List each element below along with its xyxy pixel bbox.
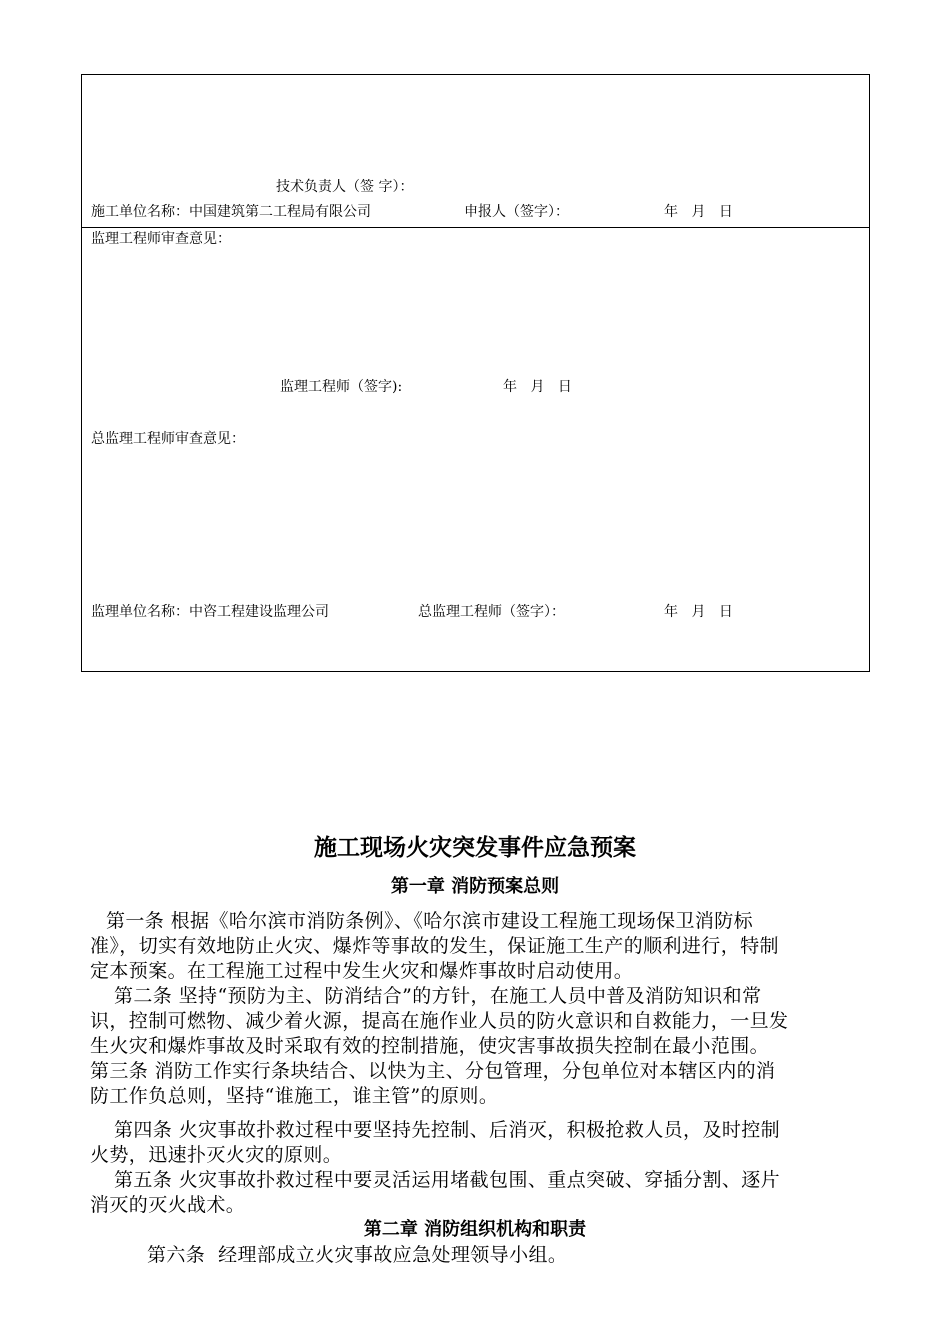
chapter-heading: 第二章 消防组织机构和职责 — [363, 1219, 587, 1240]
article-1-line: 准》，切实有效地防止火灾、爆炸等事故的发生，保证施工生产的顺利进行，特制 — [90, 935, 779, 957]
article-1-line: 第一条 根据《哈尔滨市消防条例》、《哈尔滨市建设工程施工现场保卫消防标 — [106, 910, 754, 932]
article-4-line: 火势，迅速扑灭火灾的原则。 — [90, 1144, 343, 1166]
engineer-review-label: 监理工程师审查意见： — [91, 231, 231, 247]
contractor-name-label: 施工单位名称：中国建筑第二工程局有限公司 — [91, 204, 371, 220]
article-5-line: 第五条 火灾事故扑救过程中要灵活运用堵截包围、重点突破、穿插分割、逐片 — [114, 1169, 781, 1191]
article-2-line: 第二条 坚持“预防为主、防消结合”的方针，在施工人员中普及消防知识和常 — [114, 985, 762, 1007]
applicant-date: 年 月 日 — [664, 204, 733, 220]
approval-form-table — [81, 74, 870, 672]
article-3-line: 第三条 消防工作实行条块结合、以快为主、分包管理，分包单位对本辖区内的消 — [90, 1060, 776, 1082]
chief-date: 年 月 日 — [664, 604, 733, 620]
engineer-date: 年 月 日 — [503, 379, 572, 395]
chief-review-label: 总监理工程师审查意见： — [91, 431, 245, 447]
article-3-line: 防工作负总则，坚持“谁施工，谁主管”的原则。 — [90, 1085, 499, 1107]
article-2-line: 生火灾和爆炸事故及时采取有效的控制措施，使灾害事故损失控制在最小范围。 — [90, 1035, 770, 1057]
engineer-signature-label: 监理工程师（签字): — [280, 379, 403, 395]
document-title: 施工现场火灾突发事件应急预案 — [314, 834, 636, 861]
article-2-line: 识，控制可燃物、减少着火源，提高在施作业人员的防火意识和自救能力，一旦发 — [90, 1010, 789, 1032]
article-1-line: 定本预案。在工程施工过程中发生火灾和爆炸事故时启动使用。 — [90, 960, 634, 982]
applicant-signature-label: 申报人（签字）： — [464, 204, 569, 220]
article-4-line: 第四条 火灾事故扑救过程中要坚持先控制、后消灭，积极抢救人员，及时控制 — [114, 1119, 781, 1141]
chapter-heading: 第一章 消防预案总则 — [390, 876, 560, 897]
tech-lead-signature-label: 技术负责人（签 字）： — [276, 179, 414, 195]
form-divider-line — [82, 227, 869, 228]
article-5-line: 消灭的灭火战术。 — [90, 1194, 246, 1216]
article-6-line: 第六条 经理部成立火灾事故应急处理领导小组。 — [147, 1244, 568, 1266]
supervisor-name-label: 监理单位名称：中咨工程建设监理公司 — [91, 604, 329, 620]
chief-signature-label: 总监理工程师（签字）： — [418, 604, 565, 620]
